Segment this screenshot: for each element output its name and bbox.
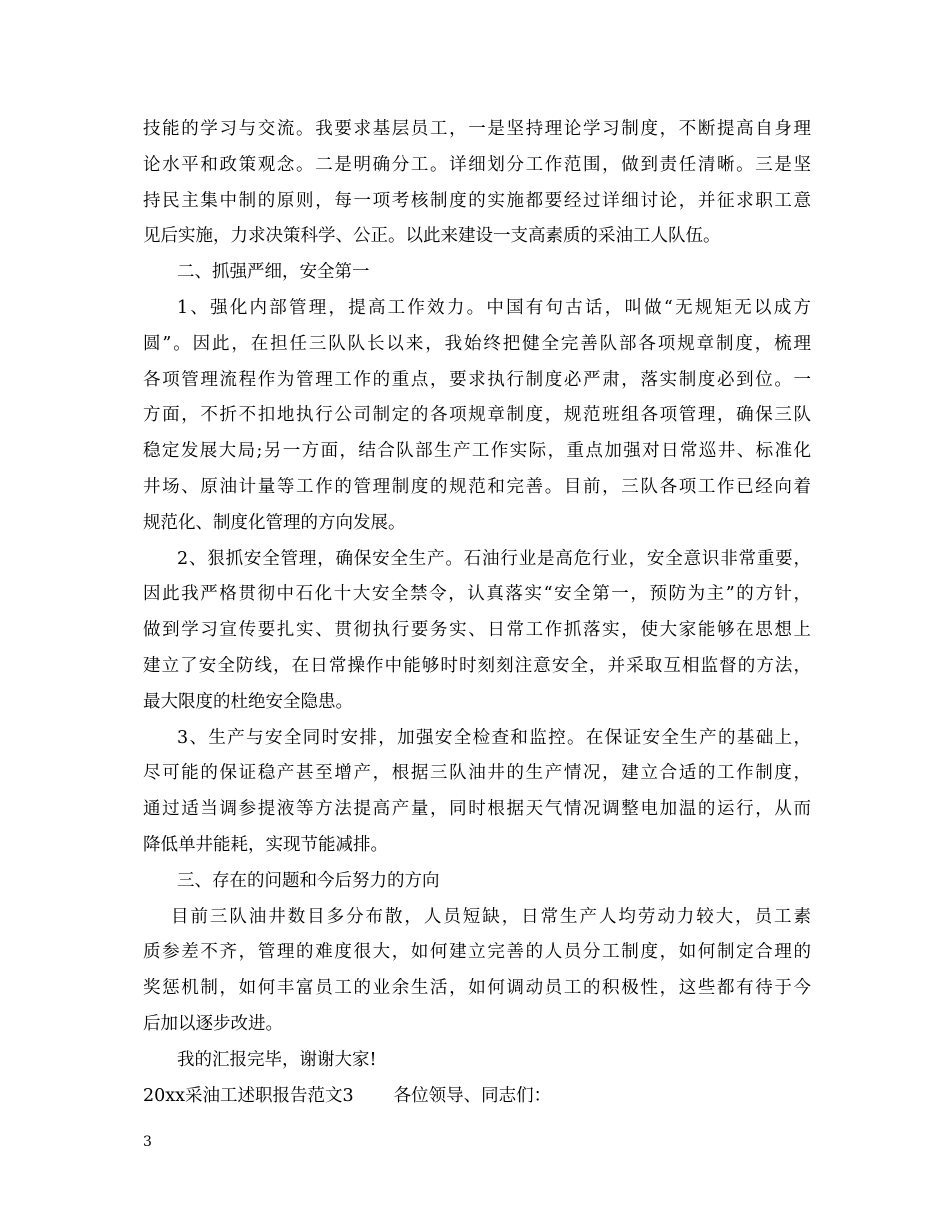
section-heading: 三、存在的问题和今后努力的方向 bbox=[177, 870, 440, 891]
report-title: 20xx采油工述职报告范文3 bbox=[143, 1085, 354, 1106]
body-line: 规范化、制度化管理的方向发展。 bbox=[143, 512, 406, 533]
body-line: 见后实施，力求决策科学、公正。以此来建设一支高素质的采油工人队伍。 bbox=[143, 226, 721, 247]
page-number: 3 bbox=[143, 1134, 152, 1150]
body-line: 建立了安全防线，在日常操作中能够时时刻刻注意安全，并采取互相监督的方法， bbox=[143, 655, 811, 676]
body-line: 后加以逐步改进。 bbox=[143, 1013, 283, 1034]
body-line: 目前三队油井数目多分布散，人员短缺，日常生产人均劳动力较大，员工素 bbox=[171, 906, 811, 927]
body-line: 稳定发展大局;另一方面，结合队部生产工作实际，重点加强对日常巡井、标准化 bbox=[143, 441, 811, 462]
body-line: 方面，不折不扣地执行公司制定的各项规章制度，规范班组各项管理，确保三队 bbox=[143, 405, 811, 426]
body-line: 1、强化内部管理，提高工作效力。中国有句古话，叫做“无规矩无以成方 bbox=[177, 297, 811, 318]
body-line: 因此我严格贯彻中石化十大安全禁令，认真落实“安全第一，预防为主”的方针， bbox=[143, 584, 811, 605]
body-line: 2、狠抓安全管理，确保安全生产。石油行业是高危行业，安全意识非常重要， bbox=[177, 548, 811, 569]
body-line: 奖惩机制，如何丰富员工的业余生活，如何调动员工的积极性，这些都有待于今 bbox=[143, 978, 811, 999]
body-line: 降低单井能耗，实现节能减排。 bbox=[143, 834, 388, 855]
body-line: 3、生产与安全同时安排，加强安全检查和监控。在保证安全生产的基础上， bbox=[177, 727, 811, 748]
body-line: 持民主集中制的原则，每一项考核制度的实施都要经过详细讨论，并征求职工意 bbox=[143, 190, 811, 211]
body-line: 质参差不齐，管理的难度很大，如何建立完善的人员分工制度，如何制定合理的 bbox=[143, 942, 811, 963]
body-line: 技能的学习与交流。我要求基层员工，一是坚持理论学习制度，不断提高自身理 bbox=[143, 119, 811, 139]
body-line: 各项管理流程作为管理工作的重点，要求执行制度必严肃，落实制度必到位。一 bbox=[143, 369, 811, 390]
report-salutation: 各位领导、同志们： bbox=[393, 1085, 552, 1106]
body-line: 尽可能的保证稳产甚至增产，根据三队油井的生产情况，建立合适的工作制度， bbox=[143, 763, 811, 784]
body-line: 通过适当调参提液等方法提高产量，同时根据天气情况调整电加温的运行，从而 bbox=[143, 799, 811, 820]
closing-line: 我的汇报完毕，谢谢大家! bbox=[177, 1049, 377, 1070]
section-heading: 二、抓强严细，安全第一 bbox=[177, 262, 370, 283]
next-report-heading bbox=[143, 1079, 811, 1115]
body-line: 最大限度的杜绝安全隐患。 bbox=[143, 691, 353, 712]
body-line: 做到学习宣传要扎实、贯彻执行要务实、日常工作抓落实，使大家能够在思想上 bbox=[143, 620, 811, 641]
body-line: 论水平和政策观念。二是明确分工。详细划分工作范围，做到责任清晰。三是坚 bbox=[143, 154, 811, 175]
body-line: 圆”。因此，在担任三队队长以来，我始终把健全完善队部各项规章制度，梳理 bbox=[143, 333, 811, 354]
document-body bbox=[143, 112, 811, 1114]
body-line: 井场、原油计量等工作的管理制度的规范和完善。目前，三队各项工作已经向着 bbox=[143, 476, 811, 497]
